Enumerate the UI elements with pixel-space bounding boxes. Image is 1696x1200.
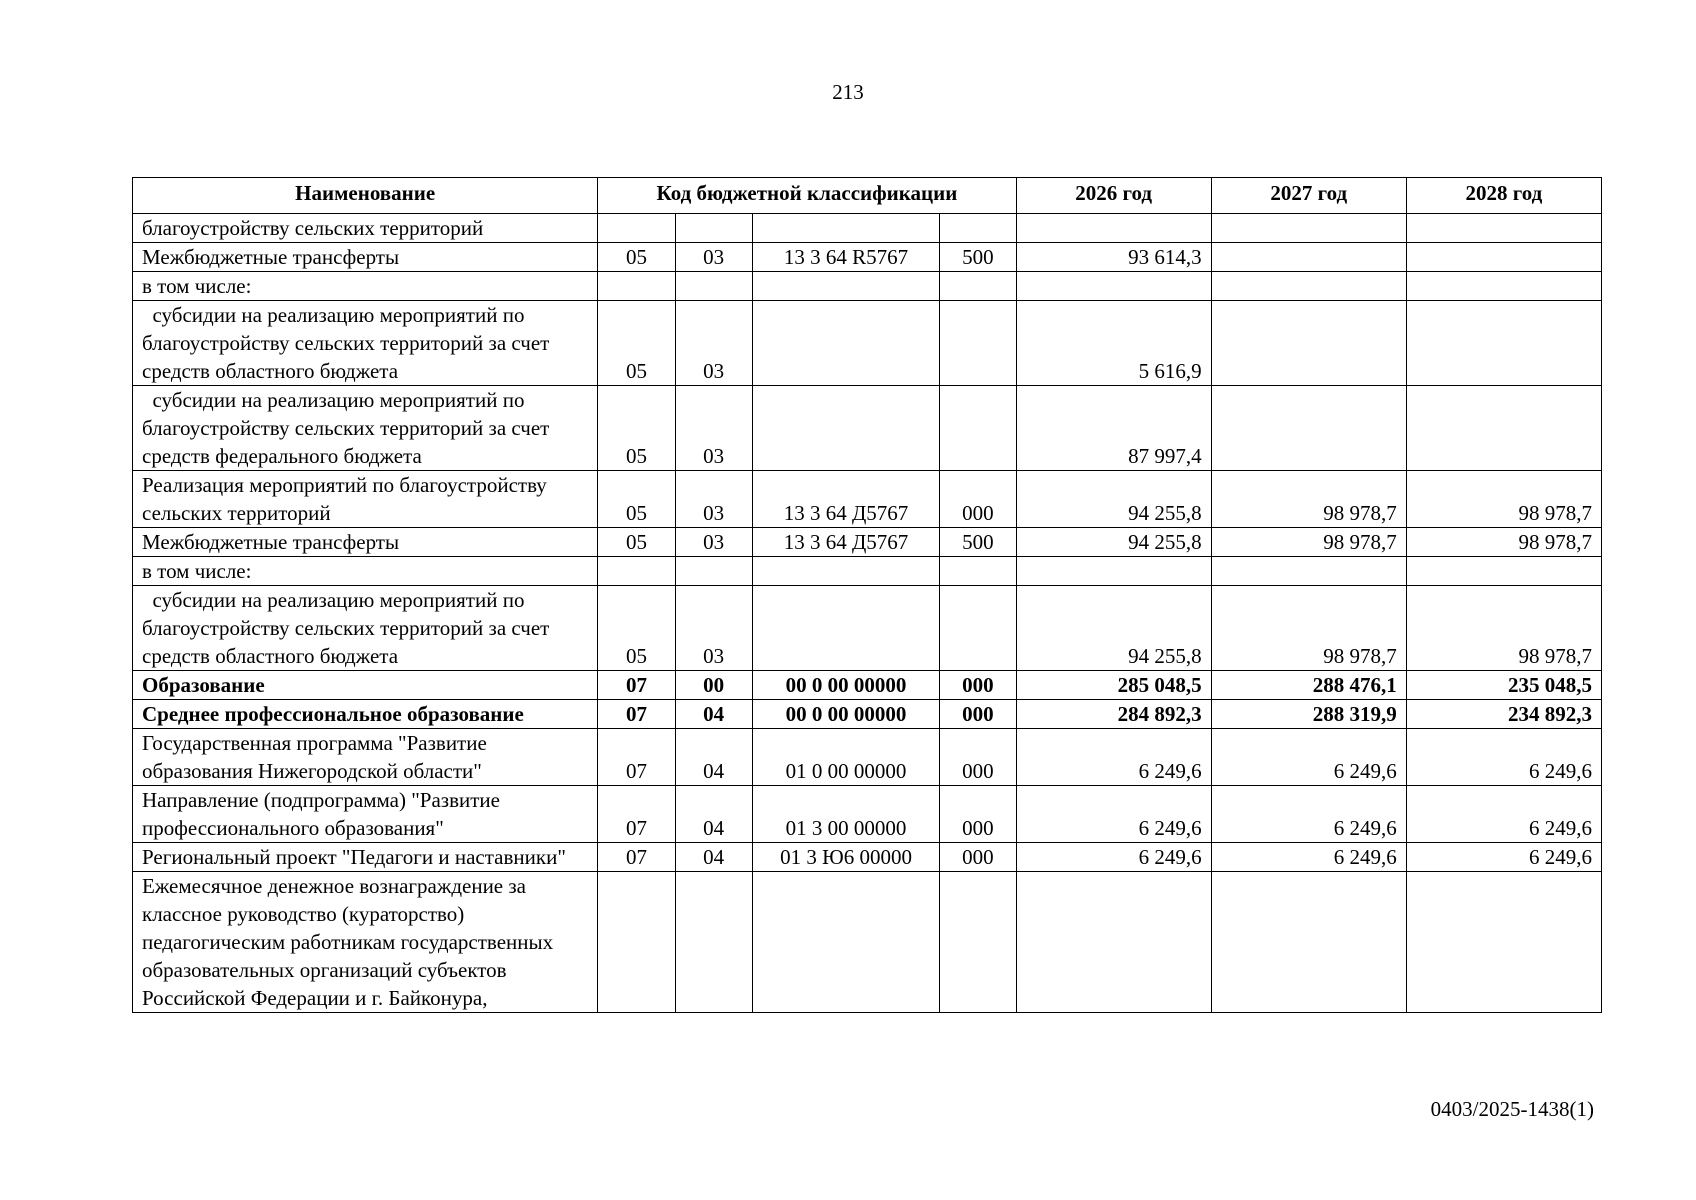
row-expense-type: 000 <box>940 729 1016 786</box>
row-razdel <box>598 557 675 586</box>
header-row <box>133 178 1602 214</box>
header-code: Код бюджетной классификации <box>598 178 1016 214</box>
row-value-2026: 6 249,6 <box>1016 786 1211 843</box>
row-name: субсидии на реализацию мероприятий по благоустройству сельских территорий за счет средств областного бюджета <box>133 301 598 386</box>
row-value-2028: 98 978,7 <box>1406 528 1601 557</box>
row-expense-type: 000 <box>940 786 1016 843</box>
table-row <box>133 729 1602 786</box>
row-value-2026: 94 255,8 <box>1016 528 1211 557</box>
row-podrazdel: 03 <box>675 528 752 557</box>
row-value-2027: 6 249,6 <box>1211 729 1406 786</box>
row-razdel: 05 <box>598 471 675 528</box>
row-name: субсидии на реализацию мероприятий по благоустройству сельских территорий за счет средств федерального бюджета <box>133 386 598 471</box>
row-value-2026: 284 892,3 <box>1016 700 1211 729</box>
row-target-article: 00 0 00 00000 <box>752 671 940 700</box>
row-name: Ежемесячное денежное вознаграждение за классное руководство (кураторство) педагогическим работникам государственных образовательных организаций субъектов Российской Федерации и г. Байконура, <box>133 872 598 1013</box>
table-row <box>133 243 1602 272</box>
row-value-2027: 288 319,9 <box>1211 700 1406 729</box>
row-podrazdel: 00 <box>675 671 752 700</box>
row-value-2026 <box>1016 872 1211 1013</box>
row-name: Межбюджетные трансферты <box>133 528 598 557</box>
table-row <box>133 872 1602 1013</box>
row-value-2027 <box>1211 557 1406 586</box>
row-value-2026 <box>1016 557 1211 586</box>
row-expense-type <box>940 214 1016 243</box>
header-2026: 2026 год <box>1016 178 1211 214</box>
row-value-2026: 6 249,6 <box>1016 729 1211 786</box>
row-expense-type: 500 <box>940 528 1016 557</box>
row-podrazdel <box>675 557 752 586</box>
row-podrazdel <box>675 872 752 1013</box>
row-value-2027 <box>1211 214 1406 243</box>
row-podrazdel: 03 <box>675 471 752 528</box>
row-podrazdel: 04 <box>675 729 752 786</box>
row-name: Региональный проект "Педагоги и наставники" <box>133 843 598 872</box>
row-razdel: 07 <box>598 671 675 700</box>
row-value-2028 <box>1406 272 1601 301</box>
row-expense-type <box>940 386 1016 471</box>
row-value-2027 <box>1211 272 1406 301</box>
table-row <box>133 386 1602 471</box>
document-code: 0403/2025-1438(1) <box>1430 1097 1594 1121</box>
row-podrazdel: 03 <box>675 586 752 671</box>
row-value-2027 <box>1211 386 1406 471</box>
row-target-article: 01 3 00 00000 <box>752 786 940 843</box>
budget-table <box>132 177 1602 1013</box>
row-target-article: 13 3 64 Д5767 <box>752 471 940 528</box>
row-value-2028 <box>1406 872 1601 1013</box>
row-expense-type: 000 <box>940 700 1016 729</box>
row-target-article <box>752 214 940 243</box>
row-razdel: 05 <box>598 586 675 671</box>
row-target-article <box>752 557 940 586</box>
row-podrazdel <box>675 214 752 243</box>
table-row <box>133 671 1602 700</box>
row-target-article <box>752 272 940 301</box>
row-target-article: 13 3 64 R5767 <box>752 243 940 272</box>
page-number: 213 <box>832 80 864 104</box>
row-value-2026: 6 249,6 <box>1016 843 1211 872</box>
row-target-article: 01 3 Ю6 00000 <box>752 843 940 872</box>
header-2027: 2027 год <box>1211 178 1406 214</box>
row-target-article <box>752 386 940 471</box>
row-value-2028 <box>1406 214 1601 243</box>
row-name: благоустройству сельских территорий <box>133 214 598 243</box>
row-razdel: 07 <box>598 786 675 843</box>
row-name: в том числе: <box>133 272 598 301</box>
table-row <box>133 843 1602 872</box>
row-value-2026: 94 255,8 <box>1016 586 1211 671</box>
row-razdel: 05 <box>598 386 675 471</box>
table-row <box>133 700 1602 729</box>
row-target-article <box>752 872 940 1013</box>
row-target-article <box>752 301 940 386</box>
row-podrazdel: 04 <box>675 843 752 872</box>
row-value-2026: 5 616,9 <box>1016 301 1211 386</box>
row-value-2028: 6 249,6 <box>1406 843 1601 872</box>
table-row <box>133 301 1602 386</box>
row-podrazdel: 04 <box>675 786 752 843</box>
row-name: Среднее профессиональное образование <box>133 700 598 729</box>
table-body <box>133 214 1602 1013</box>
row-name: Направление (подпрограмма) "Развитие профессионального образования" <box>133 786 598 843</box>
table-row <box>133 586 1602 671</box>
header-2028: 2028 год <box>1406 178 1601 214</box>
header-name: Наименование <box>133 178 598 214</box>
row-podrazdel: 03 <box>675 386 752 471</box>
table-row <box>133 528 1602 557</box>
row-razdel: 07 <box>598 843 675 872</box>
row-value-2026 <box>1016 214 1211 243</box>
row-name: субсидии на реализацию мероприятий по благоустройству сельских территорий за счет средств областного бюджета <box>133 586 598 671</box>
table-row <box>133 471 1602 528</box>
table-row <box>133 557 1602 586</box>
row-razdel: 05 <box>598 528 675 557</box>
row-value-2027: 98 978,7 <box>1211 471 1406 528</box>
row-razdel <box>598 872 675 1013</box>
row-value-2028: 6 249,6 <box>1406 786 1601 843</box>
row-value-2028: 235 048,5 <box>1406 671 1601 700</box>
row-podrazdel <box>675 272 752 301</box>
row-razdel <box>598 214 675 243</box>
row-podrazdel: 03 <box>675 301 752 386</box>
row-expense-type: 000 <box>940 471 1016 528</box>
row-value-2027: 288 476,1 <box>1211 671 1406 700</box>
row-value-2028: 98 978,7 <box>1406 471 1601 528</box>
row-expense-type: 500 <box>940 243 1016 272</box>
row-name: Реализация мероприятий по благоустройству сельских территорий <box>133 471 598 528</box>
row-expense-type <box>940 557 1016 586</box>
row-name: в том числе: <box>133 557 598 586</box>
row-target-article <box>752 586 940 671</box>
row-razdel: 05 <box>598 243 675 272</box>
row-target-article: 00 0 00 00000 <box>752 700 940 729</box>
row-value-2027 <box>1211 243 1406 272</box>
row-razdel: 07 <box>598 729 675 786</box>
row-razdel: 07 <box>598 700 675 729</box>
row-value-2028: 234 892,3 <box>1406 700 1601 729</box>
row-target-article: 13 3 64 Д5767 <box>752 528 940 557</box>
row-value-2027: 6 249,6 <box>1211 843 1406 872</box>
row-name: Государственная программа "Развитие образования Нижегородской области" <box>133 729 598 786</box>
row-expense-type <box>940 872 1016 1013</box>
row-expense-type <box>940 586 1016 671</box>
row-value-2027: 6 249,6 <box>1211 786 1406 843</box>
row-value-2026: 87 997,4 <box>1016 386 1211 471</box>
row-podrazdel: 03 <box>675 243 752 272</box>
row-value-2027: 98 978,7 <box>1211 528 1406 557</box>
row-target-article: 01 0 00 00000 <box>752 729 940 786</box>
row-value-2026: 285 048,5 <box>1016 671 1211 700</box>
table-row <box>133 786 1602 843</box>
row-value-2026: 93 614,3 <box>1016 243 1211 272</box>
row-value-2027 <box>1211 872 1406 1013</box>
row-value-2026 <box>1016 272 1211 301</box>
table-row <box>133 272 1602 301</box>
row-name: Образование <box>133 671 598 700</box>
row-value-2027: 98 978,7 <box>1211 586 1406 671</box>
row-expense-type: 000 <box>940 843 1016 872</box>
row-value-2028 <box>1406 386 1601 471</box>
row-value-2028: 6 249,6 <box>1406 729 1601 786</box>
row-value-2026: 94 255,8 <box>1016 471 1211 528</box>
row-podrazdel: 04 <box>675 700 752 729</box>
row-expense-type <box>940 272 1016 301</box>
row-expense-type <box>940 301 1016 386</box>
row-value-2028 <box>1406 557 1601 586</box>
table-row <box>133 214 1602 243</box>
row-name: Межбюджетные трансферты <box>133 243 598 272</box>
row-value-2027 <box>1211 301 1406 386</box>
row-razdel: 05 <box>598 301 675 386</box>
row-value-2028 <box>1406 301 1601 386</box>
row-value-2028 <box>1406 243 1601 272</box>
row-expense-type: 000 <box>940 671 1016 700</box>
row-value-2028: 98 978,7 <box>1406 586 1601 671</box>
row-razdel <box>598 272 675 301</box>
